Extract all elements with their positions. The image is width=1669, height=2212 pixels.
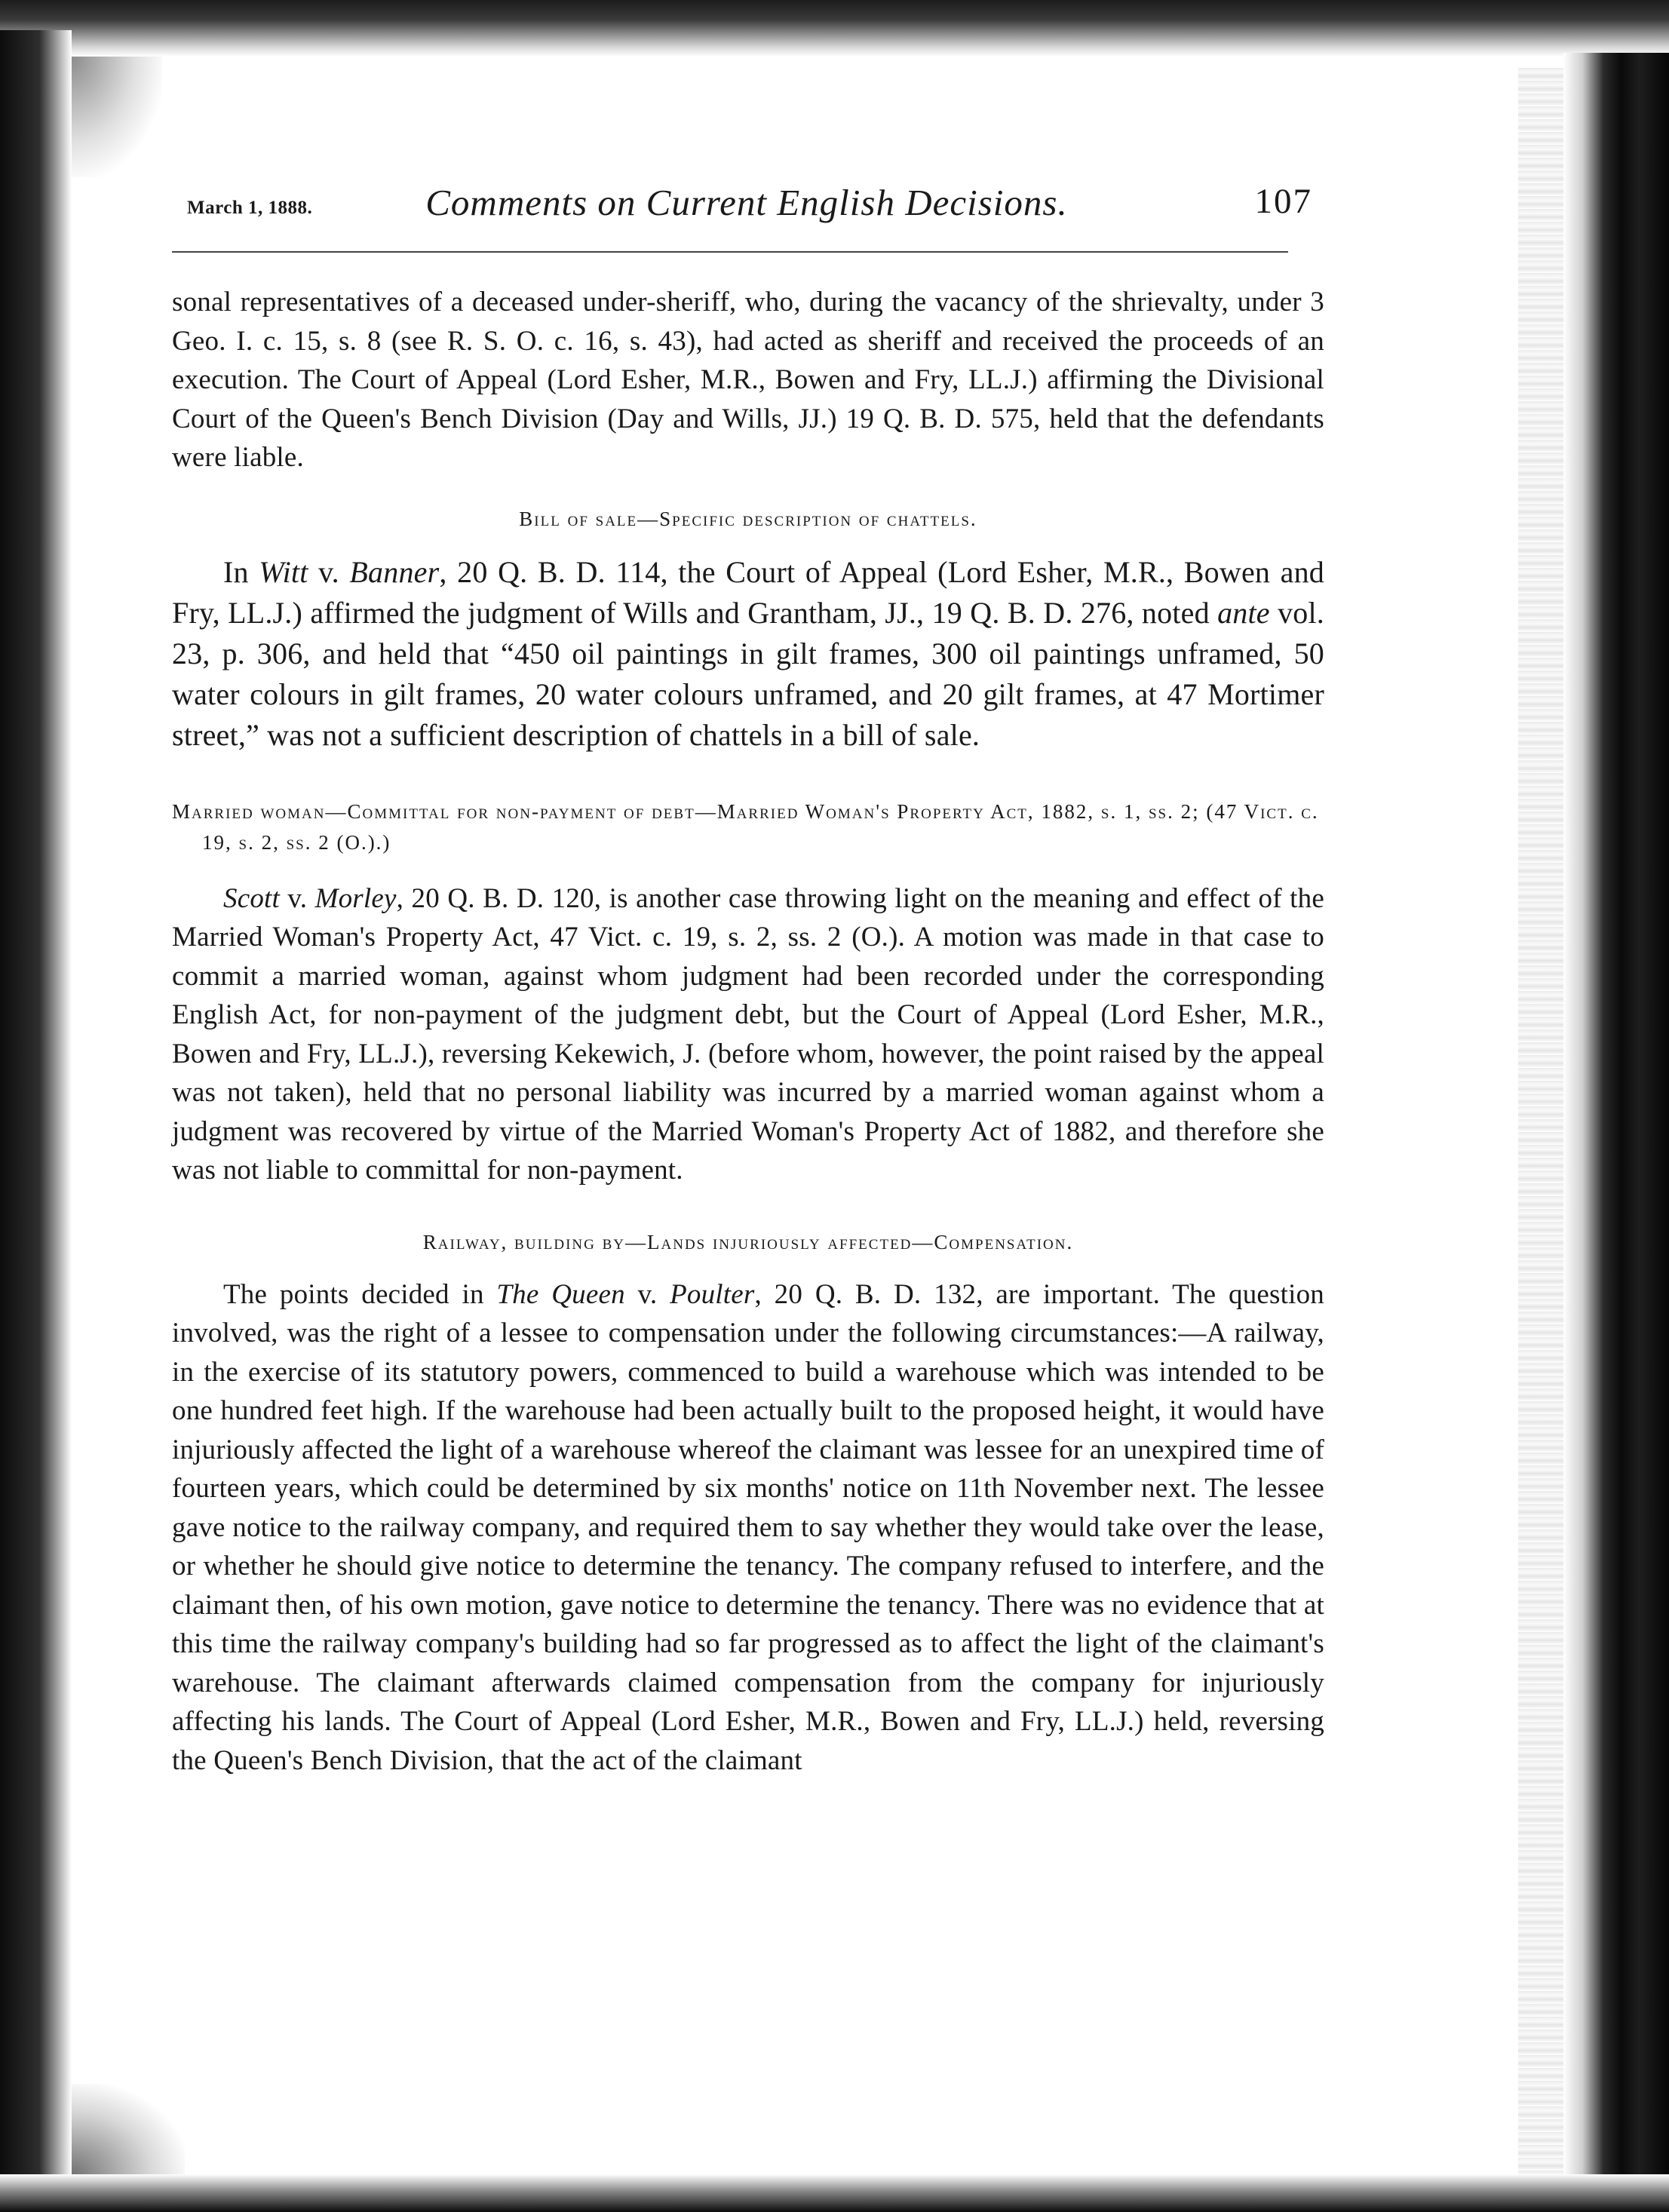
railway-paragraph: The points decided in The Queen v. Poulter, 20 Q. B. D. 132, are important. The question involved, was the right of a lessee to compensation under the following circumstances:—A railway, in the exercise of its statutory powers, commenced to build a warehouse which was intended to be one hundred feet high. If the warehouse had been actually built to the proposed height, it would have injuriously affected the light of a warehouse whereof the claimant was lessee for an unexpired time of fourteen years, which could be determined by six months' notice on 11th November next. The lessee gave notice to the railway company, and required them to say whether they would take over the lease, or whether he should give notice to determine the tenancy. The company refused to interfere, and the claimant then, of his own motion, gave notice to determine the tenancy. There was no evidence that at this time the railway company's building had so far progressed as to affect the light of the claimant's warehouse. The claimant afterwards claimed compensation from the company for injuriously affecting his lands. The Court of Appeal (Lord Esher, M.R., Bowen and Fry, LL.J.) held, reversing the Queen's Bench Division, that the act of the claimant [172,1278,1324,1776]
case-defendant: Morley [314,882,397,914]
header-rule [172,251,1288,253]
scan-corner-bottom-left [72,2084,185,2174]
bill-of-sale-paragraph: In Witt v. Banner, 20 Q. B. D. 114, the Court of Appeal (Lord Esher, M.R., Bowen and Fry, LL.J.) affirmed the judgment of Wills and Grantham, JJ., 19 Q. B. D. 276, noted ante vol. 23, p. 306, and held that “450 oil paintings in gilt frames, 300 oil paintings unframed, 50 water colours in gilt frames, 20 water colours unframed, and 20 gilt frames, at 47 Mortimer street,” was not a sufficient description of chattels in a bill of sale. [172,554,1325,752]
book-binding-edge [1563,53,1669,2212]
section-heading-bill-of-sale: Bill of sale—Specific description of chattels. [519,507,977,530]
page-body [172,283,1324,1780]
section-heading-railway: Railway, building by—Lands injuriously affected—Compensation. [422,1230,1074,1253]
page-number: 107 [1254,182,1312,221]
case-plaintiff: Scott [223,882,280,914]
case-defendant: Poulter [670,1278,755,1310]
scan-speckle-right [1518,68,1563,2180]
section-heading-married-woman: Married woman—Committal for non-payment of debt—Married Woman's Property Act, 1882, s. 1, ss. 2; (47 Vict. c. 19, s. 2, ss. 2 (O.).) [172,799,1319,854]
scan-shadow-top [0,0,1669,57]
case-defendant: Banner [349,554,440,589]
scan-shadow-bottom [0,2174,1669,2212]
running-title: Comments on Current English Decisions. [425,182,1068,223]
continued-paragraph: sonal representatives of a deceased under-sheriff, who, during the vacancy of the shrievalty, under 3 Geo. I. c. 15, s. 8 (see R. S. O. c. 16, s. 43), had acted as sheriff and received the proceeds of an execution. The Court of Appeal (Lord Esher, M.R., Bowen and Fry, LL.J.) affirming the Divisional Court of the Queen's Bench Division (Day and Wills, JJ.) 19 Q. B. D. 575, held that the defendants were liable. [172,287,1324,473]
married-woman-paragraph: Scott v. Morley, 20 Q. B. D. 120, is another case throwing light on the meaning and effect of the Married Woman's Property Act, 47 Vict. c. 19, s. 2, ss. 2 (O.). A motion was made in that case to commit a married woman, against whom judgment had been recorded under the corresponding English Act, for non-payment of the judgment debt, but the Court of Appeal (Lord Esher, M.R., Bowen and Fry, LL.J.), reversing Kekewich, J. (before whom, however, the point raised by the appeal was not taken), held that no personal liability was incurred by a married woman against whom a judgment was recovered by virtue of the Married Woman's Property Act of 1882, and therefore she was not liable to committal for non-payment. [172,882,1324,1186]
case-plaintiff: Witt [259,554,308,589]
scan-shadow-left [0,30,72,2212]
ante-reference: ante [1217,595,1270,630]
scan-corner-top-left [72,57,162,177]
running-header [173,181,1320,234]
case-plaintiff: The Queen [496,1278,625,1310]
issue-date: March 1, 1888. [187,198,313,218]
